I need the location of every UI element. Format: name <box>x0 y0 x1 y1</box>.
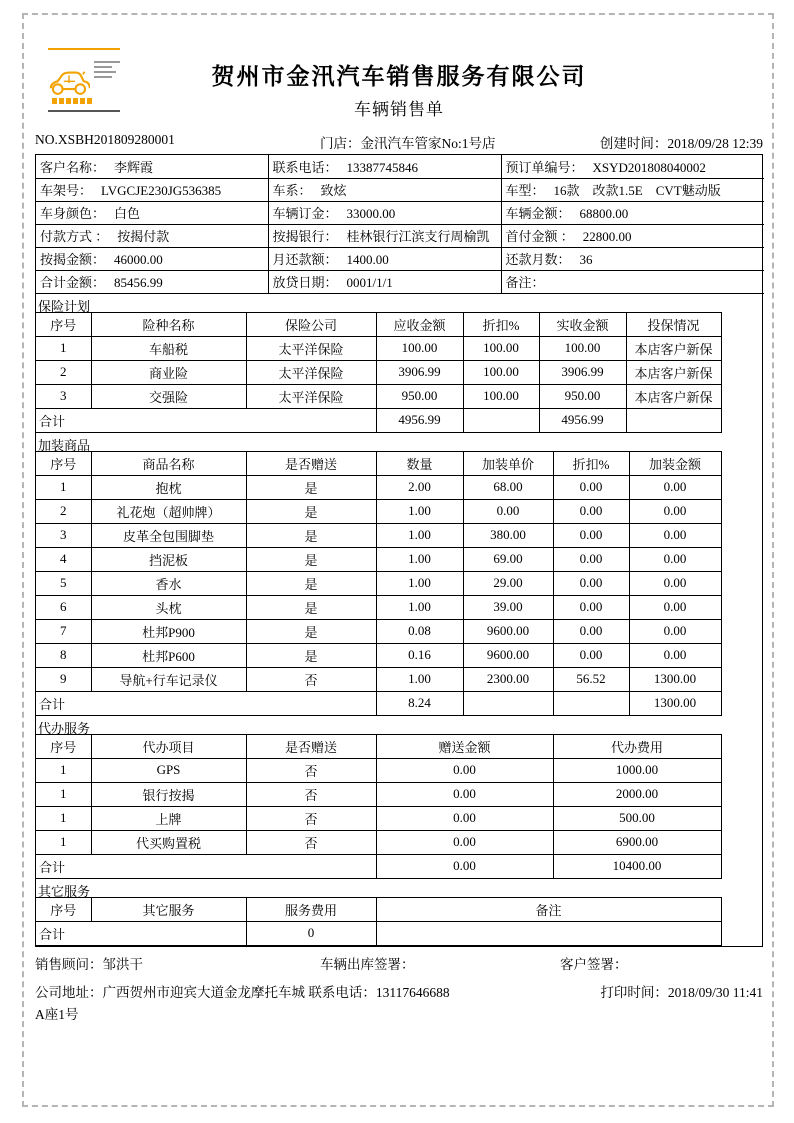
table-cell: 0.00 <box>553 475 629 499</box>
table-cell: 1 <box>36 475 91 499</box>
empty-cell <box>626 408 721 432</box>
column-header: 应收金额 <box>376 312 463 336</box>
car-logo-icon <box>48 70 90 96</box>
field-label: 放贷日期： <box>272 275 338 290</box>
products-total-row <box>36 691 721 715</box>
table-cell: 1.00 <box>376 595 463 619</box>
table-row <box>36 201 764 224</box>
empty-cell <box>463 408 539 432</box>
table-cell: 1 <box>36 806 91 830</box>
created-value: 2018/09/28 12:39 <box>667 136 763 151</box>
table-cell: 上牌 <box>91 806 246 830</box>
field-value: LVGCJE230JG536385 <box>101 183 222 198</box>
column-header: 是否赠送 <box>246 451 376 475</box>
info-cell <box>268 224 501 247</box>
signature-line <box>35 953 763 973</box>
document-number: NO.XSBH201809280001 <box>35 132 175 147</box>
table-cell: 否 <box>246 758 376 782</box>
info-cell <box>501 224 764 247</box>
table-cell: 0.00 <box>376 806 553 830</box>
column-header: 序号 <box>36 451 91 475</box>
table-row <box>36 224 764 247</box>
table-row <box>36 336 721 360</box>
table-cell: 太平洋保险 <box>246 384 376 408</box>
table-row <box>36 360 721 384</box>
table-cell: 是 <box>246 547 376 571</box>
products-section-title: 加装商品 <box>38 437 91 453</box>
info-cell <box>268 178 501 201</box>
total-amount-cell: 1300.00 <box>629 691 721 715</box>
table-cell: 1.00 <box>376 499 463 523</box>
agency-table <box>36 734 722 879</box>
table-cell: 4 <box>36 547 91 571</box>
agency-header-row <box>36 734 721 758</box>
table-cell: 1 <box>36 336 91 360</box>
info-cell <box>501 201 764 224</box>
table-cell: 杜邦P900 <box>91 619 246 643</box>
table-cell: 2 <box>36 499 91 523</box>
insurance-total-row <box>36 408 721 432</box>
field-value: 16款 改款1.5E CVT魅动版 <box>553 183 721 198</box>
table-row <box>36 782 721 806</box>
field-value: 85456.99 <box>114 275 163 290</box>
table-cell: 商业险 <box>91 360 246 384</box>
field-value: 0001/1/1 <box>346 275 393 290</box>
document-page <box>35 40 763 1023</box>
table-cell: 2 <box>36 360 91 384</box>
field-label: 车辆金额： <box>505 206 571 221</box>
info-cell <box>268 155 501 178</box>
table-cell: 0.00 <box>553 499 629 523</box>
empty-cell <box>463 691 553 715</box>
table-cell: 0.00 <box>553 547 629 571</box>
customer-sign-label: 客户签署： <box>560 956 628 972</box>
table-cell: 否 <box>246 667 376 691</box>
document-frame <box>35 154 763 947</box>
field-label: 按揭金额： <box>40 252 106 267</box>
info-cell <box>501 155 764 178</box>
info-cell <box>36 247 268 270</box>
table-cell: 100.00 <box>463 384 539 408</box>
field-value: 46000.00 <box>114 252 163 267</box>
table-cell: 68.00 <box>463 475 553 499</box>
table-cell: 是 <box>246 571 376 595</box>
logo-top-rule <box>48 48 120 50</box>
table-cell: 抱枕 <box>91 475 246 499</box>
total-fee-cell: 10400.00 <box>553 854 721 878</box>
print-time-label: 打印时间： <box>600 984 668 1000</box>
table-cell: 1.00 <box>376 571 463 595</box>
table-row <box>36 571 721 595</box>
field-value: 按揭付款 <box>117 229 170 244</box>
table-cell: 1 <box>36 758 91 782</box>
table-cell: 导航+行车记录仪 <box>91 667 246 691</box>
empty-cell <box>376 921 721 945</box>
table-cell: 100.00 <box>463 336 539 360</box>
table-cell: 皮革全包围脚垫 <box>91 523 246 547</box>
table-cell: 否 <box>246 806 376 830</box>
table-cell: 9600.00 <box>463 619 553 643</box>
table-cell: 0.00 <box>629 619 721 643</box>
logo-wordmark <box>52 98 120 104</box>
field-label: 联系电话： <box>272 159 338 175</box>
field-label: 首付金额 ： <box>505 229 574 244</box>
total-fee-cell: 0 <box>246 921 376 945</box>
phone-label: 联系电话： <box>308 984 376 1000</box>
table-cell: 2300.00 <box>463 667 553 691</box>
table-row <box>36 523 721 547</box>
total-label-cell: 合计 <box>36 921 246 945</box>
products-table <box>36 451 722 716</box>
table-cell: 6 <box>36 595 91 619</box>
info-cell <box>36 224 268 247</box>
sales-advisor-label: 销售顾问： <box>35 956 103 972</box>
table-cell: 是 <box>246 595 376 619</box>
field-label: 车架号： <box>40 183 93 198</box>
logo-bottom-rule <box>48 110 120 112</box>
document-type-title: 车辆销售单 <box>354 100 444 119</box>
table-row <box>36 270 764 293</box>
field-label: 付款方式 ： <box>40 229 109 244</box>
table-row <box>36 499 721 523</box>
column-header: 序号 <box>36 897 91 921</box>
table-cell: 5 <box>36 571 91 595</box>
table-cell: 代买购置税 <box>91 830 246 854</box>
other-total-row <box>36 921 721 945</box>
table-cell: 500.00 <box>553 806 721 830</box>
address-label: 公司地址： <box>35 984 103 1000</box>
column-header: 险种名称 <box>91 312 246 336</box>
created-label: 创建时间： <box>599 136 668 151</box>
field-value: 13387745846 <box>346 159 419 175</box>
table-cell: 9 <box>36 667 91 691</box>
field-value: 36 <box>579 252 593 267</box>
table-cell: 交强险 <box>91 384 246 408</box>
table-cell: 56.52 <box>553 667 629 691</box>
table-cell: 0.00 <box>376 830 553 854</box>
table-cell: 杜邦P600 <box>91 643 246 667</box>
total-receivable-cell: 4956.99 <box>376 408 463 432</box>
table-cell: 380.00 <box>463 523 553 547</box>
table-cell: 69.00 <box>463 547 553 571</box>
table-cell: 0.00 <box>376 758 553 782</box>
field-label: 还款月数： <box>505 252 571 267</box>
products-header-row <box>36 451 721 475</box>
table-row <box>36 619 721 643</box>
column-header: 代办项目 <box>91 734 246 758</box>
table-cell: 本店客户新保 <box>626 360 721 384</box>
table-cell: 39.00 <box>463 595 553 619</box>
column-header: 折扣% <box>553 451 629 475</box>
created-field <box>575 132 763 152</box>
field-value: 68800.00 <box>579 206 629 221</box>
table-cell: 0.00 <box>553 619 629 643</box>
table-cell: 本店客户新保 <box>626 384 721 408</box>
table-cell: 950.00 <box>376 384 463 408</box>
table-cell: 1300.00 <box>629 667 721 691</box>
table-cell: 950.00 <box>539 384 626 408</box>
table-row <box>36 547 721 571</box>
table-cell: 0.00 <box>629 523 721 547</box>
total-qty-cell: 8.24 <box>376 691 463 715</box>
table-cell: 0.00 <box>629 595 721 619</box>
table-cell: 否 <box>246 782 376 806</box>
column-header: 是否赠送 <box>246 734 376 758</box>
print-time-value: 2018/09/30 11:41 <box>667 984 763 1000</box>
table-cell: 100.00 <box>463 360 539 384</box>
table-cell: 0.00 <box>376 782 553 806</box>
info-cell <box>36 270 268 293</box>
other-section-title: 其它服务 <box>38 883 91 899</box>
table-cell: 1.00 <box>376 523 463 547</box>
table-cell: 9600.00 <box>463 643 553 667</box>
column-header: 投保情况 <box>626 312 721 336</box>
table-cell: 0.00 <box>553 523 629 547</box>
table-cell: 是 <box>246 643 376 667</box>
field-label: 预订单编号： <box>505 159 584 175</box>
table-row <box>36 178 764 201</box>
column-header: 赠送金额 <box>376 734 553 758</box>
store-label: 门店： <box>320 136 361 151</box>
company-address-field <box>35 981 600 1001</box>
table-cell: 本店客户新保 <box>626 336 721 360</box>
column-header: 序号 <box>36 312 91 336</box>
table-cell: 6900.00 <box>553 830 721 854</box>
table-cell: 3906.99 <box>539 360 626 384</box>
table-cell: 太平洋保险 <box>246 360 376 384</box>
meta-line <box>35 132 763 152</box>
table-cell: 否 <box>246 830 376 854</box>
total-label-cell: 合计 <box>36 854 376 878</box>
info-cell <box>501 178 764 201</box>
field-label: 按揭银行： <box>272 229 338 244</box>
info-cell <box>268 270 501 293</box>
table-cell: 0.00 <box>553 643 629 667</box>
table-row <box>36 595 721 619</box>
table-cell: 是 <box>246 475 376 499</box>
table-cell: 0.16 <box>376 643 463 667</box>
column-header: 保险公司 <box>246 312 376 336</box>
table-cell: 1000.00 <box>553 758 721 782</box>
column-header: 实收金额 <box>539 312 626 336</box>
info-cell <box>268 201 501 224</box>
field-value: 李辉霞 <box>114 159 154 175</box>
empty-cell <box>553 691 629 715</box>
field-value: 22800.00 <box>582 229 632 244</box>
logo-fine-print <box>94 58 120 81</box>
table-cell: 是 <box>246 499 376 523</box>
total-received-cell: 4956.99 <box>539 408 626 432</box>
table-cell: 香水 <box>91 571 246 595</box>
column-header: 商品名称 <box>91 451 246 475</box>
table-cell: 29.00 <box>463 571 553 595</box>
table-cell: 0.00 <box>629 571 721 595</box>
field-value: XSYD201808040002 <box>592 159 706 175</box>
column-header: 折扣% <box>463 312 539 336</box>
field-value: 桂林银行江滨支行周榆凯 <box>346 229 490 244</box>
column-header: 服务费用 <box>246 897 376 921</box>
address-value: 广西贺州市迎宾大道金龙摩托车城 <box>102 984 305 1000</box>
table-cell: 2.00 <box>376 475 463 499</box>
table-cell: 银行按揭 <box>91 782 246 806</box>
field-value: 致炫 <box>320 183 347 198</box>
print-time-field <box>600 981 763 1001</box>
other-header-row <box>36 897 721 921</box>
table-row <box>36 155 764 178</box>
table-cell: 0.00 <box>463 499 553 523</box>
table-cell: 8 <box>36 643 91 667</box>
table-row <box>36 667 721 691</box>
info-cell <box>501 270 764 293</box>
table-cell: 1.00 <box>376 667 463 691</box>
total-label-cell: 合计 <box>36 408 376 432</box>
table-row <box>36 475 721 499</box>
table-cell: 0.00 <box>553 571 629 595</box>
company-title: 贺州市金汛汽车销售服务有限公司 <box>211 64 587 89</box>
table-row <box>36 384 721 408</box>
field-value: 白色 <box>114 206 141 221</box>
field-label: 月还款额： <box>272 252 338 267</box>
column-header: 其它服务 <box>91 897 246 921</box>
table-cell: 0.00 <box>629 643 721 667</box>
company-logo <box>48 48 120 112</box>
agency-section-title: 代办服务 <box>38 720 91 736</box>
info-cell <box>501 247 764 270</box>
field-label: 车系： <box>272 183 312 198</box>
table-cell: 挡泥板 <box>91 547 246 571</box>
other-services-table <box>36 897 722 946</box>
table-cell: 0.00 <box>629 475 721 499</box>
table-cell: 1 <box>36 782 91 806</box>
field-label: 车型： <box>505 183 545 198</box>
table-cell: 礼花炮（超帅牌） <box>91 499 246 523</box>
phone-value: 13117646688 <box>375 984 450 1000</box>
table-cell: 是 <box>246 619 376 643</box>
table-cell: 是 <box>246 523 376 547</box>
table-cell: 头枕 <box>91 595 246 619</box>
info-cell <box>36 155 268 178</box>
column-header: 代办费用 <box>553 734 721 758</box>
table-row <box>36 758 721 782</box>
total-gift-cell: 0.00 <box>376 854 553 878</box>
address-line2: A座1号 <box>35 1006 79 1022</box>
info-cell <box>36 178 268 201</box>
field-label: 车辆订金： <box>272 206 338 221</box>
table-row <box>36 247 764 270</box>
table-cell: 0.00 <box>553 595 629 619</box>
field-value: 33000.00 <box>346 206 396 221</box>
column-header: 序号 <box>36 734 91 758</box>
table-cell: 0.08 <box>376 619 463 643</box>
total-label-cell: 合计 <box>36 691 376 715</box>
field-label: 客户名称： <box>40 159 106 175</box>
table-cell: 0.00 <box>629 547 721 571</box>
table-cell: 100.00 <box>376 336 463 360</box>
column-header: 加装金额 <box>629 451 721 475</box>
store-value: 金汛汽车管家No:1号店 <box>360 136 496 151</box>
column-header: 备注 <box>376 897 721 921</box>
table-row <box>36 830 721 854</box>
table-cell: 7 <box>36 619 91 643</box>
table-cell: 太平洋保险 <box>246 336 376 360</box>
sales-advisor-field <box>35 953 320 973</box>
table-cell: 1.00 <box>376 547 463 571</box>
sales-advisor-value: 邹洪干 <box>102 956 143 972</box>
insurance-table <box>36 312 722 433</box>
table-cell: 3906.99 <box>376 360 463 384</box>
table-cell: 100.00 <box>539 336 626 360</box>
table-cell: 1 <box>36 830 91 854</box>
store-field <box>320 132 575 152</box>
customer-vehicle-info-table <box>36 155 764 294</box>
agency-total-row <box>36 854 721 878</box>
info-cell <box>36 201 268 224</box>
table-row <box>36 643 721 667</box>
insurance-section-title: 保险计划 <box>38 298 91 314</box>
table-cell: 3 <box>36 523 91 547</box>
table-cell: 0.00 <box>629 499 721 523</box>
table-cell: 2000.00 <box>553 782 721 806</box>
table-row <box>36 806 721 830</box>
table-cell: 3 <box>36 384 91 408</box>
field-label: 合计金额： <box>40 275 106 290</box>
field-label: 车身颜色： <box>40 206 106 221</box>
table-cell: 车船税 <box>91 336 246 360</box>
column-header: 数量 <box>376 451 463 475</box>
info-cell <box>268 247 501 270</box>
address-line <box>35 981 763 1001</box>
column-header: 加装单价 <box>463 451 553 475</box>
insurance-header-row <box>36 312 721 336</box>
outbound-sign-label: 车辆出库签署： <box>320 956 415 972</box>
field-value: 1400.00 <box>346 252 389 267</box>
table-cell: GPS <box>91 758 246 782</box>
field-label: 备注： <box>505 275 545 290</box>
